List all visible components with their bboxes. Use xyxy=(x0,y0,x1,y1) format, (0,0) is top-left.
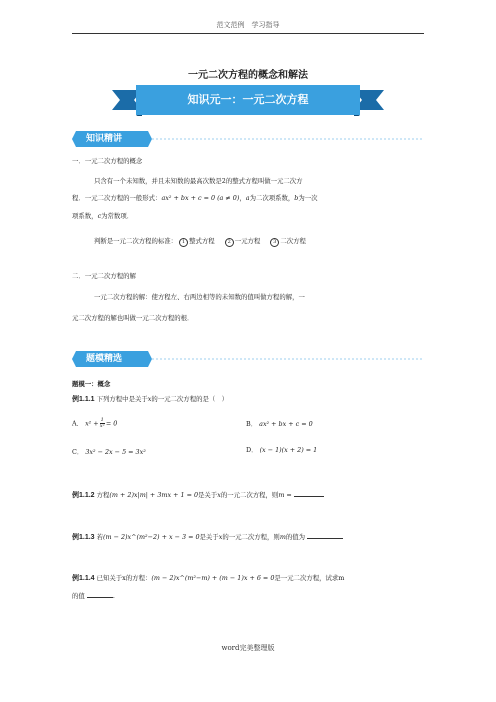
ex1-option-a[interactable] xyxy=(72,418,117,429)
example-label: 例1.1.1 xyxy=(72,396,95,403)
section-banner xyxy=(112,84,384,116)
practice-section-tag xyxy=(72,351,424,367)
circled-number: 1 xyxy=(179,238,188,247)
text-segment: 方程 xyxy=(96,491,110,499)
ex2-stem xyxy=(72,489,324,500)
option-formula: ax² + bx + c = 0 xyxy=(259,420,313,428)
banner-title: 知识元一：一元二次方程 xyxy=(187,93,309,106)
answer-prompt: m = xyxy=(278,491,292,499)
page-header: 范文范例 学习指导 xyxy=(216,21,280,29)
ex1-option-c[interactable] xyxy=(72,448,146,457)
var-x: x xyxy=(218,533,223,541)
tag-shape xyxy=(72,131,424,147)
ex3-stem xyxy=(72,531,343,542)
circled-number: 2 xyxy=(225,238,234,247)
part2-heading: 二．一元二次方程的解 xyxy=(72,272,136,280)
equation: (m − 2)x^(m²−2) + x − 3 = 0 xyxy=(103,533,200,541)
tag-shape xyxy=(72,351,424,367)
model1-heading: 题模一：概念 xyxy=(72,380,111,388)
answer-blank[interactable] xyxy=(294,489,324,497)
fraction-numerator: 1 xyxy=(100,417,104,423)
text-segment: 的一元二次方程，则 xyxy=(220,491,279,499)
ex4-stem xyxy=(72,574,344,583)
option-label: A． xyxy=(72,419,84,428)
knowledge-tag-label: 知识精讲 xyxy=(86,134,123,144)
var-a: a xyxy=(245,194,250,202)
header-rule xyxy=(72,33,424,34)
part1-criteria xyxy=(94,237,306,247)
text-segment: 已知关于x的方程： xyxy=(96,574,152,582)
ex1-option-b[interactable] xyxy=(246,420,313,429)
circled-number: 3 xyxy=(270,238,279,247)
page-footer: word完美整理版 xyxy=(221,644,275,652)
text-segment: 为二次项系数， xyxy=(249,194,295,202)
text-segment: 是一元二次方程，试求m xyxy=(274,574,345,582)
ex1-option-d[interactable] xyxy=(246,446,317,455)
part1-p1b xyxy=(72,194,318,203)
criterion-label: 整式方程 xyxy=(189,237,215,245)
var-m: m xyxy=(279,533,286,541)
text-segment: 是关于 xyxy=(199,533,219,541)
text-segment: ， xyxy=(239,194,246,202)
criterion-label: 二次方程 xyxy=(280,237,306,245)
example-label: 例1.1.2 xyxy=(72,492,95,499)
example-label: 例1.1.4 xyxy=(72,575,95,582)
text-segment: 为常数项． xyxy=(101,212,134,220)
practice-tag-label: 题模精选 xyxy=(86,354,123,364)
text-segment: 项系数， xyxy=(72,212,98,220)
formula-part: x² + xyxy=(85,419,99,428)
part2-p1b: 元二次方程的解也叫做一元二次方程的根． xyxy=(72,314,194,322)
period: . xyxy=(112,592,115,600)
option-formula: 3x² − 2x − 5 = 3x² xyxy=(85,448,146,456)
var-x: x xyxy=(217,491,221,499)
text-segment: 若 xyxy=(96,533,104,541)
part2-p1a: 一元二次方程的解：使方程左、右两边相等的未知数的值叫做方程的解，一 xyxy=(94,293,305,301)
text-segment: 的值 xyxy=(72,592,85,600)
example-label: 例1.1.3 xyxy=(72,534,95,541)
knowledge-section-tag xyxy=(72,131,424,147)
text-segment: 程．一元二次方程的一般形式： xyxy=(72,194,162,202)
part1-heading: 一．一元二次方程的概念 xyxy=(72,157,143,165)
option-label: B． xyxy=(246,420,258,428)
text-segment: 的一元二次方程的是（ ） xyxy=(151,395,229,403)
text-segment: 的值为 xyxy=(285,533,306,541)
text-segment: 为一次 xyxy=(298,194,318,202)
ex1-stem xyxy=(72,395,228,404)
part1-p1a: 只含有一个未知数，并且未知数的最高次数是2的整式方程叫做一元二次方 xyxy=(94,177,303,185)
answer-blank[interactable] xyxy=(307,531,343,539)
option-label: D． xyxy=(246,446,258,454)
text-segment: 是关于 xyxy=(198,491,218,499)
answer-blank[interactable] xyxy=(87,590,113,598)
option-formula: (x − 1)(x + 2) = 1 xyxy=(259,446,318,454)
criteria-intro: 判断是一元二次方程的标准： xyxy=(94,237,178,245)
text-segment: 下列方程中是关于 xyxy=(96,395,148,403)
option-label: C． xyxy=(72,448,84,456)
fraction xyxy=(100,418,105,429)
document-title: 一元二次方程的概念和解法 xyxy=(188,70,308,81)
var-b: b xyxy=(294,194,299,202)
var-c: c xyxy=(97,212,102,220)
equation: (m + 2)x|m| + 3mx + 1 = 0 xyxy=(109,491,199,499)
formula-part: = 0 xyxy=(105,419,118,428)
fraction-denominator: x² xyxy=(99,423,105,429)
text-segment: 的一元二次方程，则 xyxy=(222,533,280,541)
general-form-formula: ax² + bx + c = 0 (a ≠ 0) xyxy=(161,194,240,202)
part1-p1c xyxy=(72,212,133,221)
var-x: x xyxy=(147,395,152,403)
equation: (m − 2)x^(m²−m) + (m − 1)x + 6 = 0 xyxy=(151,574,275,582)
ex4-line2 xyxy=(72,590,115,601)
criterion-label: 一元方程 xyxy=(234,237,261,245)
